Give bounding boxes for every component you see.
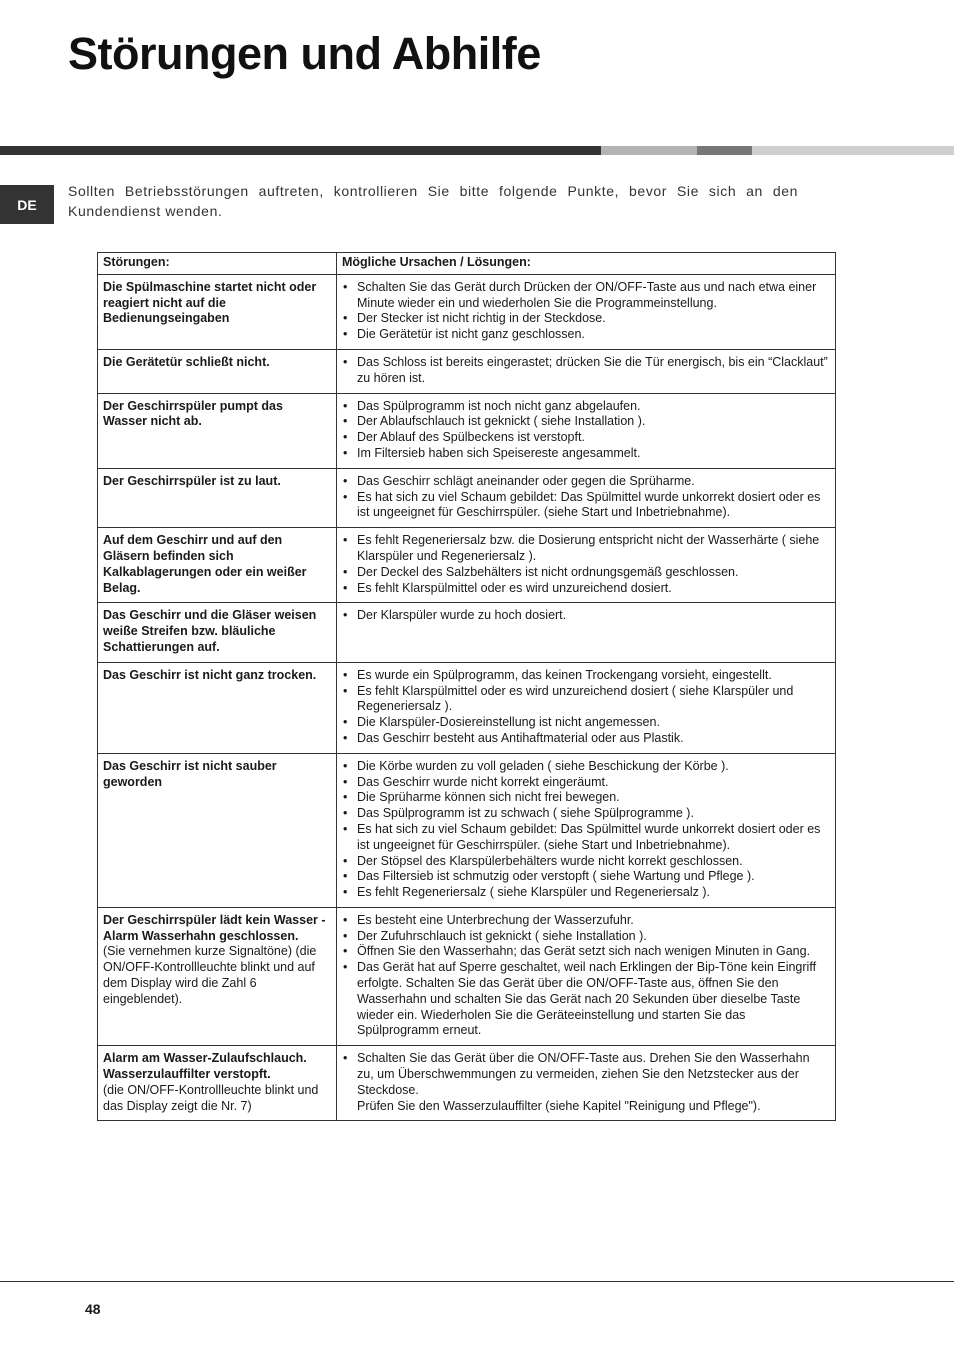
solution-list xyxy=(342,1051,829,1098)
solution-item: • Öffnen Sie den Wasserhahn; das Gerät setzt sich nach wenigen Minuten in Gang. xyxy=(342,944,829,960)
table-row xyxy=(98,393,836,468)
problem-note: (die ON/OFF-Kontrollleuchte blinkt und das Display zeigt die Nr. 7) xyxy=(103,1082,319,1113)
header-rule-light xyxy=(601,146,697,155)
footer-rule xyxy=(0,1281,954,1282)
solution-cell xyxy=(337,528,836,603)
problem-cell xyxy=(98,393,337,468)
table-row xyxy=(98,1046,836,1121)
solution-cell xyxy=(337,907,836,1045)
solution-cell xyxy=(337,393,836,468)
troubleshooting-table xyxy=(97,252,836,1121)
problem-title: Das Geschirr und die Gläser weisen weiße Streifen bzw. bläuliche Schattierungen auf. xyxy=(103,608,317,654)
header-rule-mid xyxy=(697,146,752,155)
solution-item: • Der Stöpsel des Klarspülerbehälters wurde nicht korrekt geschlossen. xyxy=(342,854,829,870)
solution-cell xyxy=(337,662,836,753)
solution-item: • Das Geschirr besteht aus Antihaftmaterial oder aus Plastik. xyxy=(342,731,829,747)
solution-item: • Es fehlt Klarspülmittel oder es wird unzureichend dosiert. xyxy=(342,581,829,597)
solution-extra: Prüfen Sie den Wasserzulauffilter (siehe Kapitel "Reinigung und Pflege"). xyxy=(357,1098,761,1113)
table-body xyxy=(98,274,836,1121)
problem-cell xyxy=(98,907,337,1045)
solution-item: • Der Stecker ist nicht richtig in der Steckdose. xyxy=(342,311,829,327)
solution-item: • Schalten Sie das Gerät über die ON/OFF-Taste aus. Drehen Sie den Wasserhahn zu, um Überschwemmungen zu vermeiden, ziehen Sie den Netzstecker aus der Steckdose. xyxy=(342,1051,829,1098)
table-row xyxy=(98,662,836,753)
solution-item: • Die Gerätetür ist nicht ganz geschlossen. xyxy=(342,327,829,343)
solution-list xyxy=(342,913,829,1039)
problem-title: Das Geschirr ist nicht sauber geworden xyxy=(103,758,277,789)
solution-list xyxy=(342,759,829,901)
solution-item: • Es besteht eine Unterbrechung der Wasserzufuhr. xyxy=(342,913,829,929)
solution-item: • Der Deckel des Salzbehälters ist nicht ordnungsgemäß geschlossen. xyxy=(342,565,829,581)
table-row xyxy=(98,274,836,349)
header-problems: Störungen: xyxy=(98,253,337,275)
solution-list xyxy=(342,608,829,624)
solution-list xyxy=(342,668,829,747)
solution-item: • Der Ablauf des Spülbeckens ist verstopft. xyxy=(342,430,829,446)
solution-item: • Das Filtersieb ist schmutzig oder verstopft ( siehe Wartung und Pflege ). xyxy=(342,869,829,885)
page-number: 48 xyxy=(85,1301,101,1317)
solution-item: • Das Gerät hat auf Sperre geschaltet, weil nach Erklingen der Bip-Töne kein Eingriff erfolgte. Schalten Sie das Gerät über die ON/OFF-Taste aus, öffnen Sie den Wasserhahn und schalten Sie das Gerät nach 20 Sekunden über dieselbe Taste wieder ein. Wiederholen Sie die Geräteeinstellung und starten Sie das Spülprogramm erneut. xyxy=(342,960,829,1039)
table-header-row xyxy=(98,253,836,275)
problem-cell xyxy=(98,528,337,603)
solution-list xyxy=(342,399,829,462)
problem-cell xyxy=(98,753,337,907)
solution-list xyxy=(342,474,829,521)
solution-item: • Im Filtersieb haben sich Speisereste angesammelt. xyxy=(342,446,829,462)
problem-cell xyxy=(98,603,337,662)
solution-list xyxy=(342,280,829,343)
header-rule-dark xyxy=(0,146,601,155)
problem-cell xyxy=(98,1046,337,1121)
problem-title: Die Spülmaschine startet nicht oder reagiert nicht auf die Bedienungseingaben xyxy=(103,279,317,326)
language-tab: DE xyxy=(0,185,54,224)
problem-title: Das Geschirr ist nicht ganz trocken. xyxy=(103,667,317,682)
intro-text: Sollten Betriebsstörungen auftreten, kontrollieren Sie bitte folgende Punkte, bevor Sie sich an den Kundendienst wenden. xyxy=(68,183,798,219)
solution-item: • Das Spülprogramm ist noch nicht ganz abgelaufen. xyxy=(342,399,829,415)
table-row xyxy=(98,349,836,393)
solution-cell xyxy=(337,468,836,527)
solution-list xyxy=(342,533,829,596)
solution-cell xyxy=(337,753,836,907)
problem-cell xyxy=(98,349,337,393)
solution-item: • Die Klarspüler-Dosiereinstellung ist nicht angemessen. xyxy=(342,715,829,731)
solution-cell xyxy=(337,1046,836,1121)
table-row xyxy=(98,907,836,1045)
solution-item: • Die Sprüharme können sich nicht frei bewegen. xyxy=(342,790,829,806)
solution-cell xyxy=(337,274,836,349)
problem-cell xyxy=(98,662,337,753)
problem-cell xyxy=(98,274,337,349)
solution-item: • Der Zufuhrschlauch ist geknickt ( siehe Installation ). xyxy=(342,929,829,945)
problem-title: Der Geschirrspüler ist zu laut. xyxy=(103,473,281,488)
table-row xyxy=(98,468,836,527)
solution-cell xyxy=(337,603,836,662)
solution-item: • Es fehlt Regeneriersalz ( siehe Klarspüler und Regeneriersalz ). xyxy=(342,885,829,901)
header-rule-light-end xyxy=(752,146,954,155)
solution-item: • Schalten Sie das Gerät durch Drücken der ON/OFF-Taste aus und nach etwa einer Minute wieder ein und wiederholen Sie die Programmeinstellung. xyxy=(342,280,829,312)
problem-note: (Sie vernehmen kurze Signaltöne) (die ON/OFF-Kontrollleuchte blinkt und auf dem Display wird die Zahl 6 eingeblendet). xyxy=(103,944,317,1006)
problem-title: Auf dem Geschirr und auf den Gläsern befinden sich Kalkablagerungen oder ein weißer Belag. xyxy=(103,533,307,595)
problem-title: Alarm am Wasser-Zulaufschlauch. Wasserzulauffilter verstopft. xyxy=(103,1051,307,1082)
table-row xyxy=(98,528,836,603)
problem-title: Der Geschirrspüler pumpt das Wasser nicht ab. xyxy=(103,398,283,429)
solution-item: • Das Geschirr schlägt aneinander oder gegen die Sprüharme. xyxy=(342,474,829,490)
solution-item: • Das Spülprogramm ist zu schwach ( siehe Spülprogramme ). xyxy=(342,806,829,822)
solution-list xyxy=(342,355,829,387)
solution-item: • Es fehlt Regeneriersalz bzw. die Dosierung entspricht nicht der Wasserhärte ( siehe Klarspüler und Regeneriersalz ). xyxy=(342,533,829,565)
solution-item: • Das Geschirr wurde nicht korrekt eingeräumt. xyxy=(342,775,829,791)
problem-title: Der Geschirrspüler lädt kein Wasser - Alarm Wasserhahn geschlossen. xyxy=(103,912,326,943)
header-solutions: Mögliche Ursachen / Lösungen: xyxy=(337,253,836,275)
solution-item: • Es hat sich zu viel Schaum gebildet: Das Spülmittel wurde unkorrekt dosiert oder es ist ungeeignet für Geschirrspüler. (siehe Start und Inbetriebnahme). xyxy=(342,490,829,522)
problem-cell xyxy=(98,468,337,527)
solution-item: • Der Ablaufschlauch ist geknickt ( siehe Installation ). xyxy=(342,414,829,430)
problem-title: Die Gerätetür schließt nicht. xyxy=(103,354,270,369)
solution-item: • Die Körbe wurden zu voll geladen ( siehe Beschickung der Körbe ). xyxy=(342,759,829,775)
solution-item: • Es hat sich zu viel Schaum gebildet: Das Spülmittel wurde unkorrekt dosiert oder es ist ungeeignet für Geschirrspüler. (siehe Start und Inbetriebnahme). xyxy=(342,822,829,854)
table-row xyxy=(98,753,836,907)
solution-item: • Das Schloss ist bereits eingerastet; drücken Sie die Tür energisch, bis ein “Clacklaut” zu hören ist. xyxy=(342,355,829,387)
solution-item: • Es wurde ein Spülprogramm, das keinen Trockengang vorsieht, eingestellt. xyxy=(342,668,829,684)
solution-item: • Es fehlt Klarspülmittel oder es wird unzureichend dosiert ( siehe Klarspüler und Regeneriersalz ). xyxy=(342,684,829,716)
page-title: Störungen und Abhilfe xyxy=(68,28,541,79)
table-row xyxy=(98,603,836,662)
solution-cell xyxy=(337,349,836,393)
solution-item: • Der Klarspüler wurde zu hoch dosiert. xyxy=(342,608,829,624)
